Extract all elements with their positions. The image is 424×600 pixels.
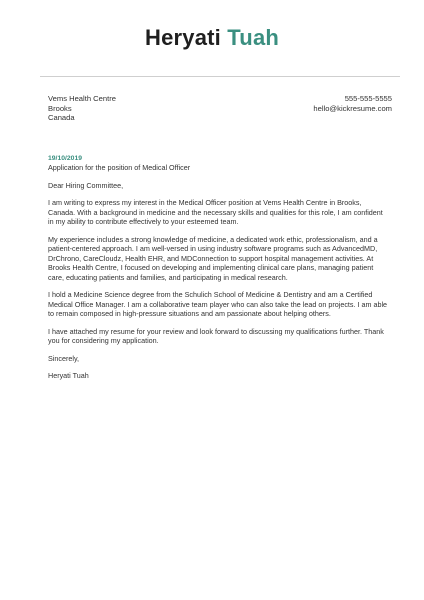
applicant-name-heading xyxy=(0,24,424,52)
contact-info xyxy=(313,94,392,113)
letter-greeting: Dear Hiring Committee, xyxy=(48,180,124,190)
letter-paragraph-3: I hold a Medicine Science degree from the Schulich School of Medicine & Dentistry and am a Certified Medical Office Manager. I am a collaborative team player who can also take the lead on projects. I am able to remain composed in high-pressure situations and am passionate about helping others. xyxy=(48,290,388,318)
last-name: Tuah xyxy=(227,25,280,50)
letter-paragraph-1: I am writing to express my interest in the Medical Officer position at Vems Health Centre in Brooks, Canada. With a background in medicine and the necessary skills and qualities for this role, I am confident in my ability to contribute effectively to your esteemed team. xyxy=(48,198,383,226)
letter-subject: Application for the position of Medical Officer xyxy=(48,163,191,172)
email-address: hello@kickresume.com xyxy=(313,103,392,113)
letter-paragraph-4: I have attached my resume for your review and look forward to discussing my qualifications further. Thank you for considering my application. xyxy=(48,326,384,345)
recipient-city: Brooks xyxy=(48,103,72,113)
letter-date: 19/10/2019 xyxy=(48,155,83,162)
header-divider xyxy=(40,76,400,77)
recipient-organization: Vems Health Centre xyxy=(48,94,116,103)
letter-signature: Heryati Tuah xyxy=(48,371,89,380)
first-name: Heryati xyxy=(144,25,221,50)
recipient-country: Canada xyxy=(48,113,75,122)
letter-closing: Sincerely, xyxy=(48,353,80,363)
phone-number: 555-555-5555 xyxy=(344,94,392,103)
letter-body xyxy=(48,154,388,381)
recipient-address xyxy=(48,94,116,123)
letter-paragraph-2: My experience includes a strong knowledge of medicine, a dedicated work ethic, professionalism, and a patient-centered approach. I am well-versed in using industry software programs such as AdvancedMD, DrChrono, CareCloudz, Health EHR, and MDConnection to support hospital management activities. At Brooks Health Centre, I focused on developing and implementing clinical care plans, managing patient care, educating patients and families, and participating in medical research. xyxy=(48,234,378,282)
